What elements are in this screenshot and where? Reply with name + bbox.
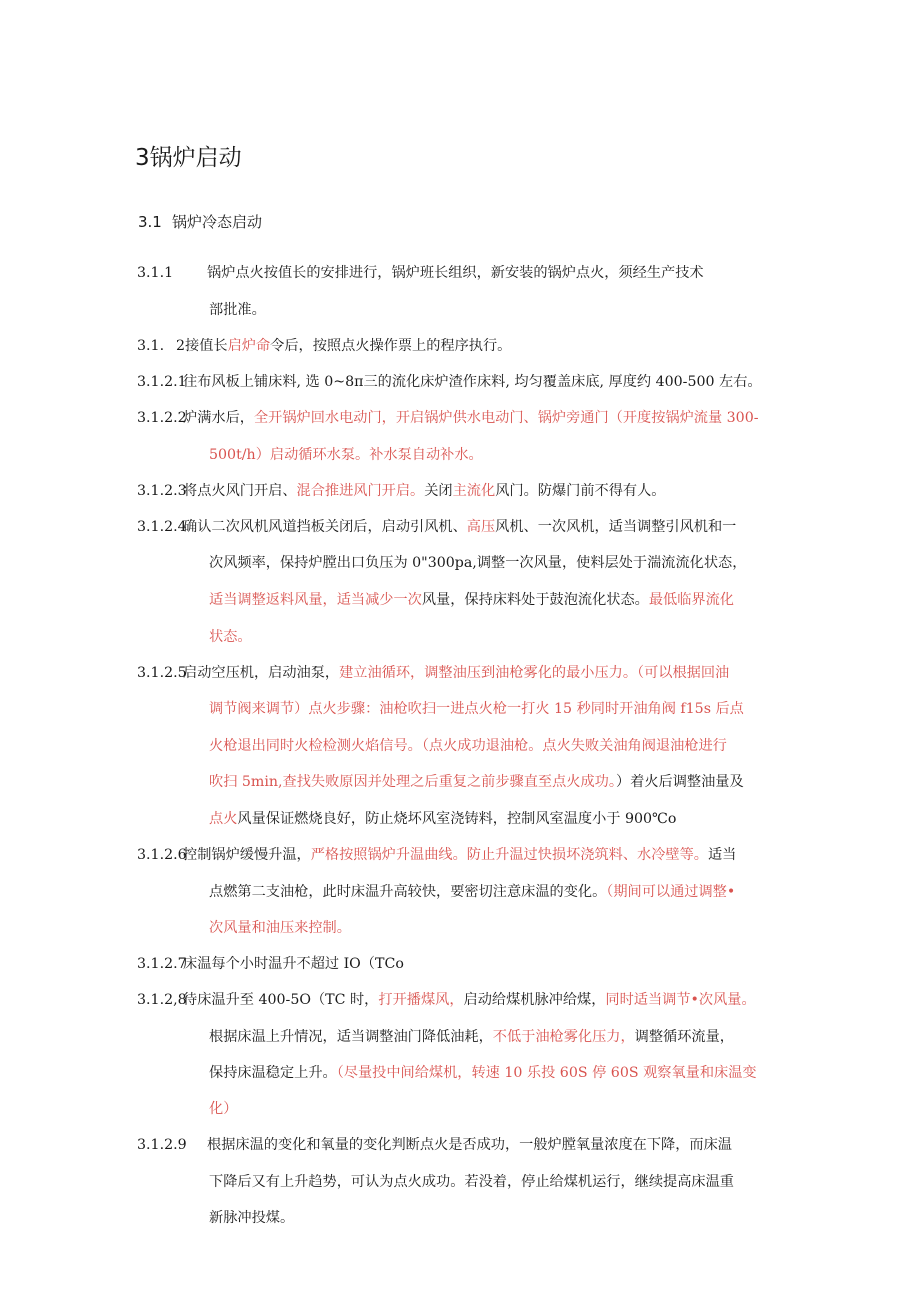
section-title: 锅炉冷态启动 (172, 213, 263, 231)
item-number: 3.1.2.5 (137, 665, 187, 681)
highlighted-text: 适当调整返料风量，适当减少一次 (209, 592, 422, 608)
item-text-line (209, 771, 744, 793)
item-text-line (209, 1062, 757, 1084)
item-text-line (209, 881, 735, 903)
highlighted-text: 严格按照锅炉升温曲线。防止升温过快损坏浇筑料、水冷壁等。 (310, 847, 708, 863)
highlighted-text: （尽量投中间给煤机，转速 10 乐投 60S 停 60S 观察氧量和床温变 (336, 1065, 757, 1081)
item-text-line (209, 626, 252, 648)
item-number: 3.1.2.1 (137, 374, 187, 390)
text-segment: 风门。防爆门前不得有人。 (495, 483, 666, 499)
highlighted-text: 主流化 (452, 483, 496, 499)
text-segment: 令后，按照点火操作票上的程序执行。 (270, 338, 512, 354)
text-segment: 部批准。 (209, 302, 266, 318)
item-text-line (209, 808, 676, 830)
text-segment: 根据床温上升情况，适当调整油门降低油耗， (209, 1029, 493, 1045)
text-segment: 适当 (707, 847, 737, 863)
text-segment: 风量保证燃烧良好，防止烧坏风室浇铸料，控制风室温度小于 900℃o (237, 811, 677, 827)
highlighted-text: 最低临界流化 (648, 592, 734, 608)
highlighted-text: 次风量和油压来控制。 (209, 920, 351, 936)
item-number: 3.1.2.3 (137, 483, 187, 499)
item-text-line (183, 953, 404, 975)
highlighted-text: 500t/h）启动循环水泵。补水泵自动补水。 (209, 447, 483, 463)
item-text-line (209, 444, 483, 466)
text-segment: 往布风板上铺床料, 选 0~8π三的流化床炉渣作床料, 均匀覆盖床底, 厚度约 400-500 左右。 (183, 374, 762, 390)
text-segment: 根据床温的变化和氧量的变化判断点火是否成功，一般炉膛氧量浓度在下降，而床温 (207, 1137, 732, 1153)
highlighted-text: 启炉命 (227, 338, 271, 354)
item-text-line (209, 1207, 294, 1229)
highlighted-text: 火枪退出同时火检检测火焰信号。（点火成功退油枪。点火失败关油角阀退油枪进行 (209, 738, 727, 754)
item-text-line (209, 1026, 734, 1048)
item-text-line (209, 1098, 237, 1120)
text-segment: 关闭 (424, 483, 453, 499)
text-segment: 控制锅炉缓慢升温， (183, 847, 311, 863)
item-number: 3.1.2.2 (137, 410, 187, 426)
text-segment: 锅炉点火按值长的安排进行，锅炉班长组织，新安装的锅炉点火，须经生产技术 (207, 265, 704, 281)
text-segment: 次风频率，保持炉膛出口负压为 0"300pa,调整一次风量，使料层处于湍流流化状态， (209, 555, 747, 571)
item-text-line (183, 480, 665, 502)
text-segment: 调整循环流量， (634, 1029, 734, 1045)
text-segment: 待床温升至 400-5O（TC 时， (183, 992, 379, 1008)
item-text-line (209, 1171, 734, 1193)
text-segment: 启动空压机，启动油泵， (183, 665, 340, 681)
item-text-line (183, 407, 759, 429)
item-text-line (209, 917, 351, 939)
item-number: 3.1.2.9 (137, 1137, 187, 1153)
item-text-line (183, 989, 756, 1011)
item-text-line (183, 844, 736, 866)
text-segment: 将点火风门开启、 (183, 483, 297, 499)
highlighted-text: 点火 (209, 811, 238, 827)
text-segment: 风机、一次风机，适当调整引风机和一 (495, 519, 737, 535)
text-segment: 新脉冲投煤。 (209, 1210, 295, 1226)
text-segment: 床温每个小时温升不超过 IO（TCo (183, 956, 404, 972)
highlighted-text: 状态。 (209, 629, 252, 645)
item-text-line (207, 1134, 732, 1156)
text-segment: 点燃第二支油枪，此时床温升高较快，要密切注意床温的变化。 (209, 884, 607, 900)
item-number: 3.1.2.6 (137, 847, 187, 863)
item-text-line (176, 335, 511, 357)
item-text-line (209, 735, 727, 757)
item-text-line (209, 299, 266, 321)
item-number: 3.1.2.4 (137, 519, 187, 535)
item-text-line (183, 662, 729, 684)
item-number: 3.1.2,8 (137, 992, 187, 1008)
text-segment: 保持床温稳定上升。 (209, 1065, 337, 1081)
item-text-line (183, 516, 736, 538)
text-segment: 炉满水后， (183, 410, 254, 426)
text-segment: ）着火后调整油量及 (615, 774, 744, 790)
item-number: 3.1.2.7 (137, 956, 187, 972)
text-segment: 启动给煤机脉冲给煤， (463, 992, 606, 1008)
item-text-line (209, 589, 734, 611)
section-number: 3.1 (138, 213, 162, 231)
item-text-line (209, 698, 744, 720)
highlighted-text: 高压 (466, 519, 496, 535)
item-number: 3.1. (137, 338, 165, 354)
highlighted-text: 化） (209, 1101, 238, 1117)
highlighted-text: 调节阀来调节）点火步骤：油枪吹扫一进点火枪一打火 15 秒同时开油角阀 f15s 后点 (209, 701, 744, 717)
highlighted-text: （期间可以通过调整• (606, 884, 736, 900)
text-segment: 下降后又有上升趋势，可认为点火成功。若没着，停止给煤机运行，继续提高床温重 (209, 1174, 734, 1190)
section-heading (138, 211, 262, 233)
item-text-line (183, 371, 762, 393)
item-text-line (209, 552, 746, 574)
text-segment: 风量，保持床料处于鼓泡流化状态。 (421, 592, 649, 608)
highlighted-text: 全开锅炉回水电动门，开启锅炉供水电动门、锅炉旁通门（开度按锅炉流量 300- (253, 410, 759, 426)
chapter-heading: 3锅炉启动 (135, 145, 242, 171)
text-segment: 2接值长 (176, 338, 228, 354)
item-text-line (207, 262, 704, 284)
highlighted-text: 不低于油枪雾化压力， (492, 1029, 635, 1045)
highlighted-text: 同时适当调节•次风量。 (605, 992, 756, 1008)
item-number: 3.1.1 (137, 265, 174, 281)
highlighted-text: 打开播煤风， (378, 992, 464, 1008)
highlighted-text: 吹扫 5min,查找失败原因并处理之后重复之前步骤直至点火成功。 (209, 774, 616, 790)
highlighted-text: 混合推进风门开启。 (296, 483, 425, 499)
highlighted-text: 建立油循环，调整油压到油枪雾化的最小压力。（可以根据回油 (339, 665, 730, 681)
text-segment: 确认二次风机风道挡板关闭后，启动引风机、 (183, 519, 467, 535)
